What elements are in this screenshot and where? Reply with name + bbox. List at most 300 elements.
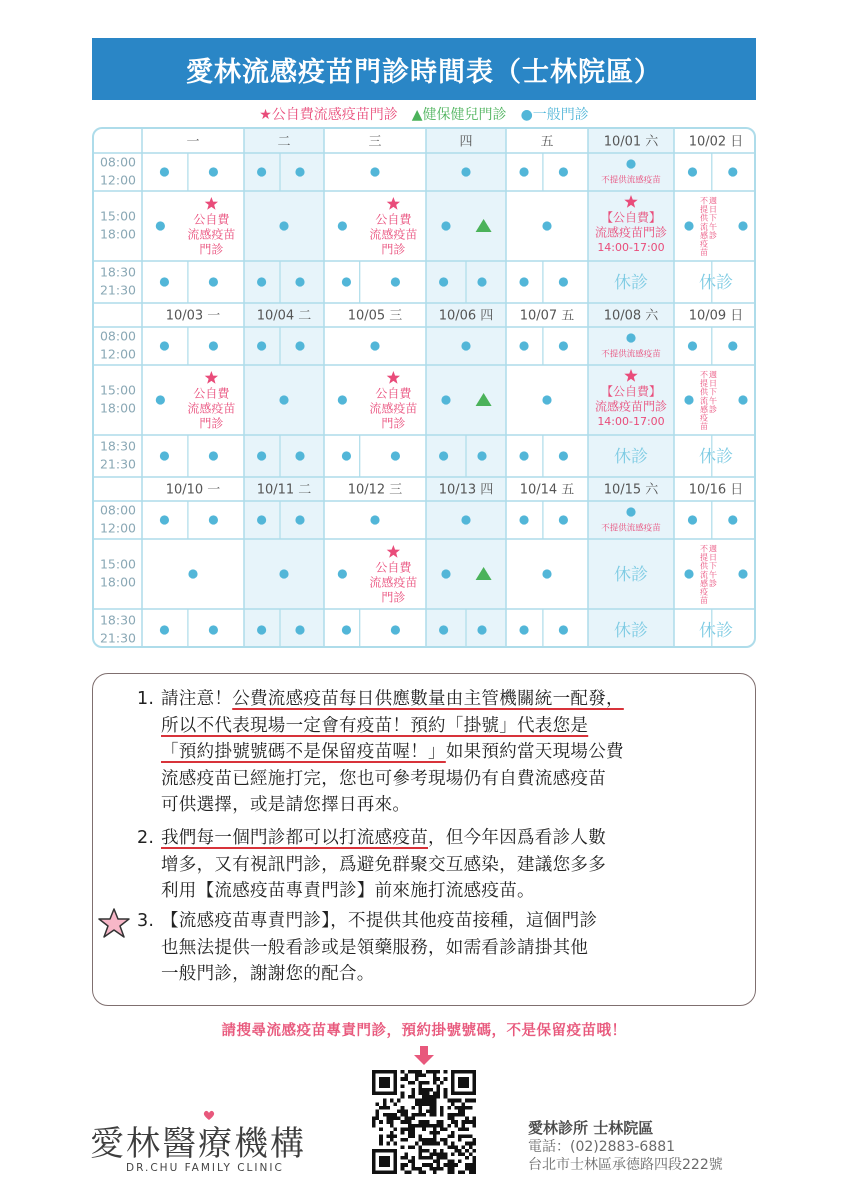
qr-module [419, 1124, 423, 1128]
time-start: 18:30 [99, 264, 137, 280]
sunday-vertical-note: 午 [709, 222, 717, 232]
vaccine-star-icon [387, 197, 400, 210]
qr-module [404, 1163, 408, 1167]
qr-module [444, 1088, 448, 1092]
clinic-dot [295, 341, 304, 350]
qr-module [426, 1124, 430, 1128]
clinic-dot [688, 167, 697, 176]
qr-module [433, 1142, 437, 1146]
qr-module [419, 1092, 423, 1096]
sunday-vertical-note: 苗 [700, 422, 708, 432]
day-header: 10/16 日 [688, 482, 744, 498]
vaccine-clinic-label: 流感疫苗門診 [594, 399, 668, 414]
vaccine-star-icon [387, 545, 400, 558]
qr-module [426, 1149, 430, 1153]
qr-module [429, 1138, 433, 1142]
qr-module [469, 1145, 473, 1149]
note-1-text-4: 可供選擇，或是請您擇日再來。 [161, 795, 411, 815]
qr-module [386, 1135, 390, 1139]
qr-module [415, 1099, 419, 1103]
day-header: 三 [368, 134, 382, 150]
sunday-vertical-note: 不 [700, 544, 708, 554]
qr-module [469, 1106, 473, 1110]
qr-module [419, 1106, 423, 1110]
qr-module [390, 1124, 394, 1128]
qr-module [422, 1092, 426, 1096]
promo-text: 請搜尋流感疫苗專責門診，預約掛號號碼，不是保留疫苗哦！ [221, 1023, 627, 1039]
day-header: 10/07 五 [519, 308, 575, 324]
qr-module [465, 1167, 469, 1171]
qr-module [458, 1138, 462, 1142]
day-header: 10/14 五 [519, 482, 575, 498]
clinic-logo [90, 1110, 320, 1180]
clinic-dot [477, 625, 486, 634]
qr-module [433, 1095, 437, 1099]
qr-module [444, 1077, 448, 1081]
qr-module [426, 1156, 430, 1160]
clinic-dot [559, 625, 568, 634]
qr-module [376, 1117, 380, 1121]
qr-module [419, 1120, 423, 1124]
sunday-vertical-note: 提 [700, 379, 708, 389]
qr-module [429, 1156, 433, 1160]
qr-module [462, 1120, 466, 1124]
clinic-dot [738, 221, 747, 230]
clinic-dot [279, 569, 288, 578]
sunday-vertical-note: 診 [709, 578, 717, 588]
qr-module [408, 1170, 412, 1174]
clinic-dot [295, 515, 304, 524]
qr-module [404, 1170, 408, 1174]
vaccine-clinic-label: 流感疫苗 [187, 401, 236, 416]
note-3-text: 【流感疫苗專責門診】，不提供其他疫苗接種，這個門診 [161, 911, 598, 931]
clinic-dot [519, 625, 528, 634]
vaccine-clinic-label: 門診 [381, 242, 406, 257]
qr-module [408, 1117, 412, 1121]
closed-label: 休診 [614, 565, 648, 585]
qr-module [433, 1106, 437, 1110]
qr-module [411, 1131, 415, 1135]
qr-module [422, 1081, 426, 1085]
qr-module [426, 1099, 430, 1103]
sunday-vertical-note: 不 [700, 370, 708, 380]
qr-code[interactable] [372, 1070, 476, 1174]
clinic-dot [477, 451, 486, 460]
note-3 [137, 908, 737, 988]
day-header: 10/13 四 [438, 482, 494, 498]
qr-module [469, 1099, 473, 1103]
qr-module [415, 1070, 419, 1074]
qr-module [419, 1109, 423, 1113]
qr-module [390, 1131, 394, 1135]
note-1-highlight: 公費流感疫苗每日供應數量由主管機關統一配發， [232, 689, 624, 709]
qr-module [465, 1120, 469, 1124]
qr-module [451, 1145, 455, 1149]
qr-module [419, 1170, 423, 1174]
clinic-dot [156, 395, 165, 404]
qr-module [419, 1156, 423, 1160]
qr-module [465, 1127, 469, 1131]
qr-module [411, 1113, 415, 1117]
qr-module [429, 1142, 433, 1146]
note-2-text: ，但今年因爲看診人數 [428, 828, 606, 848]
qr-module [404, 1113, 408, 1117]
note-1-highlight-3: 「預約掛號號碼不是保留疫苗喔！」 [161, 742, 446, 762]
qr-module [386, 1142, 390, 1146]
qr-module [472, 1124, 476, 1128]
qr-module [451, 1117, 455, 1121]
clinic-dot [626, 159, 635, 168]
clinic-dot [209, 341, 218, 350]
qr-module [415, 1074, 419, 1078]
qr-module [437, 1120, 441, 1124]
qr-module [444, 1127, 448, 1131]
day-header: 10/01 六 [603, 134, 659, 150]
star-doodle-icon [97, 906, 131, 940]
qr-module [411, 1135, 415, 1139]
qr-module [390, 1138, 394, 1142]
closed-label: 休診 [614, 447, 648, 467]
vaccine-clinic-label: 流感疫苗 [369, 227, 418, 242]
qr-module [444, 1156, 448, 1160]
qr-module [437, 1131, 441, 1135]
qr-module [422, 1163, 426, 1167]
sunday-vertical-note: 疫 [700, 239, 708, 249]
clinic-dot [684, 395, 693, 404]
clinic-dot [542, 395, 551, 404]
sunday-vertical-note: 苗 [700, 248, 708, 258]
qr-module [386, 1113, 390, 1117]
sunday-vertical-note: 午 [709, 570, 717, 580]
qr-module [386, 1120, 390, 1124]
note-1-text: 請注意！ [161, 689, 233, 709]
qr-module [408, 1160, 412, 1164]
closed-label: 休診 [699, 621, 733, 641]
clinic-dot [391, 451, 400, 460]
sunday-vertical-note: 下 [709, 561, 717, 571]
qr-module [472, 1099, 476, 1103]
clinic-dot [738, 569, 747, 578]
qr-module [462, 1170, 466, 1174]
qr-module [465, 1156, 469, 1160]
qr-module [411, 1163, 415, 1167]
clinic-dot [519, 515, 528, 524]
clinic-dot [738, 395, 747, 404]
qr-module [447, 1135, 451, 1139]
logo-name: 愛林醫療機構 [90, 1124, 306, 1164]
qr-module [437, 1156, 441, 1160]
vaccine-clinic-label: 【公自費】 [600, 210, 662, 225]
qr-module [376, 1113, 380, 1117]
qr-module [390, 1120, 394, 1124]
day-header: 10/12 三 [347, 482, 403, 498]
qr-module [422, 1099, 426, 1103]
clinic-address: 台北市士林區承德路四段222號 [528, 1157, 723, 1173]
qr-module [458, 1113, 462, 1117]
time-end: 12:00 [99, 172, 137, 188]
qr-module [472, 1120, 476, 1124]
day-header: 五 [540, 134, 554, 150]
qr-module [411, 1156, 415, 1160]
qr-module [465, 1099, 469, 1103]
qr-module [444, 1070, 448, 1074]
qr-module [472, 1138, 476, 1142]
day-header: 10/08 六 [603, 308, 659, 324]
qr-module [408, 1135, 412, 1139]
qr-module [422, 1074, 426, 1078]
qr-module [472, 1142, 476, 1146]
qr-module [401, 1084, 405, 1088]
clinic-dot [257, 277, 266, 286]
qr-module [440, 1149, 444, 1153]
qr-module [447, 1106, 451, 1110]
time-start: 08:00 [99, 502, 137, 518]
qr-module [422, 1156, 426, 1160]
qr-module [433, 1152, 437, 1156]
qr-module [454, 1106, 458, 1110]
qr-module [422, 1142, 426, 1146]
clinic-dot [342, 451, 351, 460]
qr-module [444, 1092, 448, 1096]
clinic-dot [441, 221, 450, 230]
qr-module [404, 1117, 408, 1121]
clinic-dot [160, 277, 169, 286]
clinic-dot [209, 167, 218, 176]
qr-module [419, 1081, 423, 1085]
clinic-dot [461, 167, 470, 176]
qr-module [394, 1117, 398, 1121]
closed-label: 休診 [614, 621, 648, 641]
clinic-dot [559, 167, 568, 176]
qr-module [422, 1138, 426, 1142]
qr-module [401, 1167, 405, 1171]
qr-module [454, 1120, 458, 1124]
clinic-dot [257, 451, 266, 460]
qr-module [437, 1124, 441, 1128]
clinic-dot [688, 341, 697, 350]
clinic-dot [439, 277, 448, 286]
qr-module [390, 1117, 394, 1121]
closed-label: 休診 [699, 447, 733, 467]
qr-module [465, 1149, 469, 1153]
qr-module [451, 1167, 455, 1171]
clinic-dot [338, 221, 347, 230]
qr-module [379, 1135, 383, 1139]
qr-module [447, 1117, 451, 1121]
qr-module [394, 1135, 398, 1139]
qr-module [411, 1117, 415, 1121]
qr-module [411, 1127, 415, 1131]
clinic-dot [209, 451, 218, 460]
no-vaccine-note: 不提供流感疫苗 [601, 349, 661, 360]
qr-module [458, 1149, 462, 1153]
qr-module [401, 1106, 405, 1110]
day-header: 10/05 三 [347, 308, 403, 324]
qr-module [419, 1070, 423, 1074]
qr-module [433, 1070, 437, 1074]
sunday-vertical-note: 苗 [700, 596, 708, 606]
clinic-dot [391, 625, 400, 634]
legend-public-vaccine: ★公自費流感疫苗門診 [259, 107, 398, 123]
vaccine-clinic-label: 公自費 [193, 212, 230, 227]
clinic-dot [542, 221, 551, 230]
time-end: 12:00 [99, 346, 137, 362]
clinic-dot [391, 277, 400, 286]
clinic-dot [209, 625, 218, 634]
qr-module [433, 1099, 437, 1103]
qr-module [411, 1092, 415, 1096]
qr-module [426, 1142, 430, 1146]
clinic-dot [439, 451, 448, 460]
clinic-dot [684, 221, 693, 230]
qr-module [433, 1135, 437, 1139]
qr-module [429, 1102, 433, 1106]
qr-module [469, 1163, 473, 1167]
time-start: 15:00 [99, 208, 137, 224]
qr-module [426, 1163, 430, 1167]
qr-module [390, 1135, 394, 1139]
qr-module [458, 1106, 462, 1110]
qr-module [419, 1138, 423, 1142]
qr-module [383, 1113, 387, 1117]
clinic-dot [295, 277, 304, 286]
note-2-highlight: 我們每一個門診都可以打流感疫苗 [161, 828, 428, 848]
qr-module [401, 1145, 405, 1149]
qr-module [401, 1138, 405, 1142]
no-vaccine-note: 不提供流感疫苗 [601, 175, 661, 186]
qr-module [426, 1095, 430, 1099]
qr-module [469, 1135, 473, 1139]
clinic-dot [338, 569, 347, 578]
qr-module [440, 1138, 444, 1142]
qr-module [440, 1081, 444, 1085]
clinic-dot [342, 625, 351, 634]
qr-module [433, 1092, 437, 1096]
closed-label: 休診 [699, 273, 733, 293]
qr-module [440, 1113, 444, 1117]
qr-module [411, 1160, 415, 1164]
sunday-vertical-note: 提 [700, 553, 708, 563]
note-3-text-3: 一般門診，謝謝您的配合。 [161, 964, 375, 984]
qr-module [440, 1120, 444, 1124]
qr-module [429, 1124, 433, 1128]
clinic-dot [257, 167, 266, 176]
qr-module [458, 1160, 462, 1164]
qr-module [415, 1124, 419, 1128]
clinic-dot [461, 515, 470, 524]
note-1 [137, 686, 737, 819]
qr-module [383, 1102, 387, 1106]
qr-module [433, 1170, 437, 1174]
qr-module [433, 1124, 437, 1128]
qr-module [419, 1167, 423, 1171]
qr-module [415, 1102, 419, 1106]
qr-module [462, 1113, 466, 1117]
qr-module [419, 1152, 423, 1156]
qr-module [422, 1120, 426, 1124]
vaccine-clinic-hours: 14:00-17:00 [597, 241, 665, 254]
qr-module [437, 1077, 441, 1081]
qr-module [437, 1095, 441, 1099]
qr-module [447, 1145, 451, 1149]
qr-module [469, 1170, 473, 1174]
day-header: 10/04 二 [256, 308, 312, 324]
clinic-dot [295, 625, 304, 634]
qr-module [444, 1095, 448, 1099]
qr-module [426, 1102, 430, 1106]
qr-module [372, 1117, 376, 1121]
qr-module [419, 1102, 423, 1106]
qr-module [451, 1113, 455, 1117]
day-header: 10/11 二 [256, 482, 312, 498]
clinic-dot [257, 515, 266, 524]
time-start: 18:30 [99, 438, 137, 454]
qr-module [401, 1077, 405, 1081]
clinic-dot [156, 221, 165, 230]
qr-module [469, 1120, 473, 1124]
qr-module [429, 1088, 433, 1092]
qr-module [397, 1099, 401, 1103]
time-end: 12:00 [99, 520, 137, 536]
vaccine-star-icon [387, 371, 400, 384]
qr-module [437, 1070, 441, 1074]
qr-module [422, 1095, 426, 1099]
qr-module [433, 1077, 437, 1081]
vaccine-clinic-label: 流感疫苗 [369, 401, 418, 416]
qr-module [437, 1167, 441, 1171]
qr-module [379, 1142, 383, 1146]
qr-module [440, 1156, 444, 1160]
clinic-dot [441, 395, 450, 404]
qr-module [401, 1156, 405, 1160]
clinic-dot [160, 515, 169, 524]
qr-module [465, 1163, 469, 1167]
clinic-dot [559, 451, 568, 460]
qr-finder [458, 1077, 469, 1088]
clinic-dot [188, 569, 197, 578]
qr-module [444, 1152, 448, 1156]
qr-module [419, 1145, 423, 1149]
time-start: 15:00 [99, 382, 137, 398]
time-start: 08:00 [99, 328, 137, 344]
qr-module [462, 1102, 466, 1106]
clinic-dot [461, 341, 470, 350]
qr-module [440, 1109, 444, 1113]
qr-module [422, 1088, 426, 1092]
qr-module [437, 1084, 441, 1088]
note-1-text-2: 如果預約當天現場公費 [445, 742, 624, 762]
qr-module [444, 1142, 448, 1146]
qr-module [451, 1142, 455, 1146]
day-header: 10/03 一 [165, 308, 221, 324]
qr-module [426, 1092, 430, 1096]
closed-label: 休診 [614, 273, 648, 293]
qr-module [386, 1117, 390, 1121]
sunday-vertical-note: 不 [700, 196, 708, 206]
logo-subtitle: DR.CHU FAMILY CLINIC [126, 1162, 284, 1174]
vaccine-clinic-label: 公自費 [375, 386, 412, 401]
qr-module [415, 1142, 419, 1146]
qr-module [411, 1070, 415, 1074]
clinic-dot [279, 395, 288, 404]
qr-module [383, 1106, 387, 1110]
vaccine-clinic-label: 公自費 [375, 212, 412, 227]
qr-module [451, 1163, 455, 1167]
qr-module [451, 1170, 455, 1174]
qr-module [422, 1170, 426, 1174]
qr-module [408, 1145, 412, 1149]
qr-module [458, 1099, 462, 1103]
